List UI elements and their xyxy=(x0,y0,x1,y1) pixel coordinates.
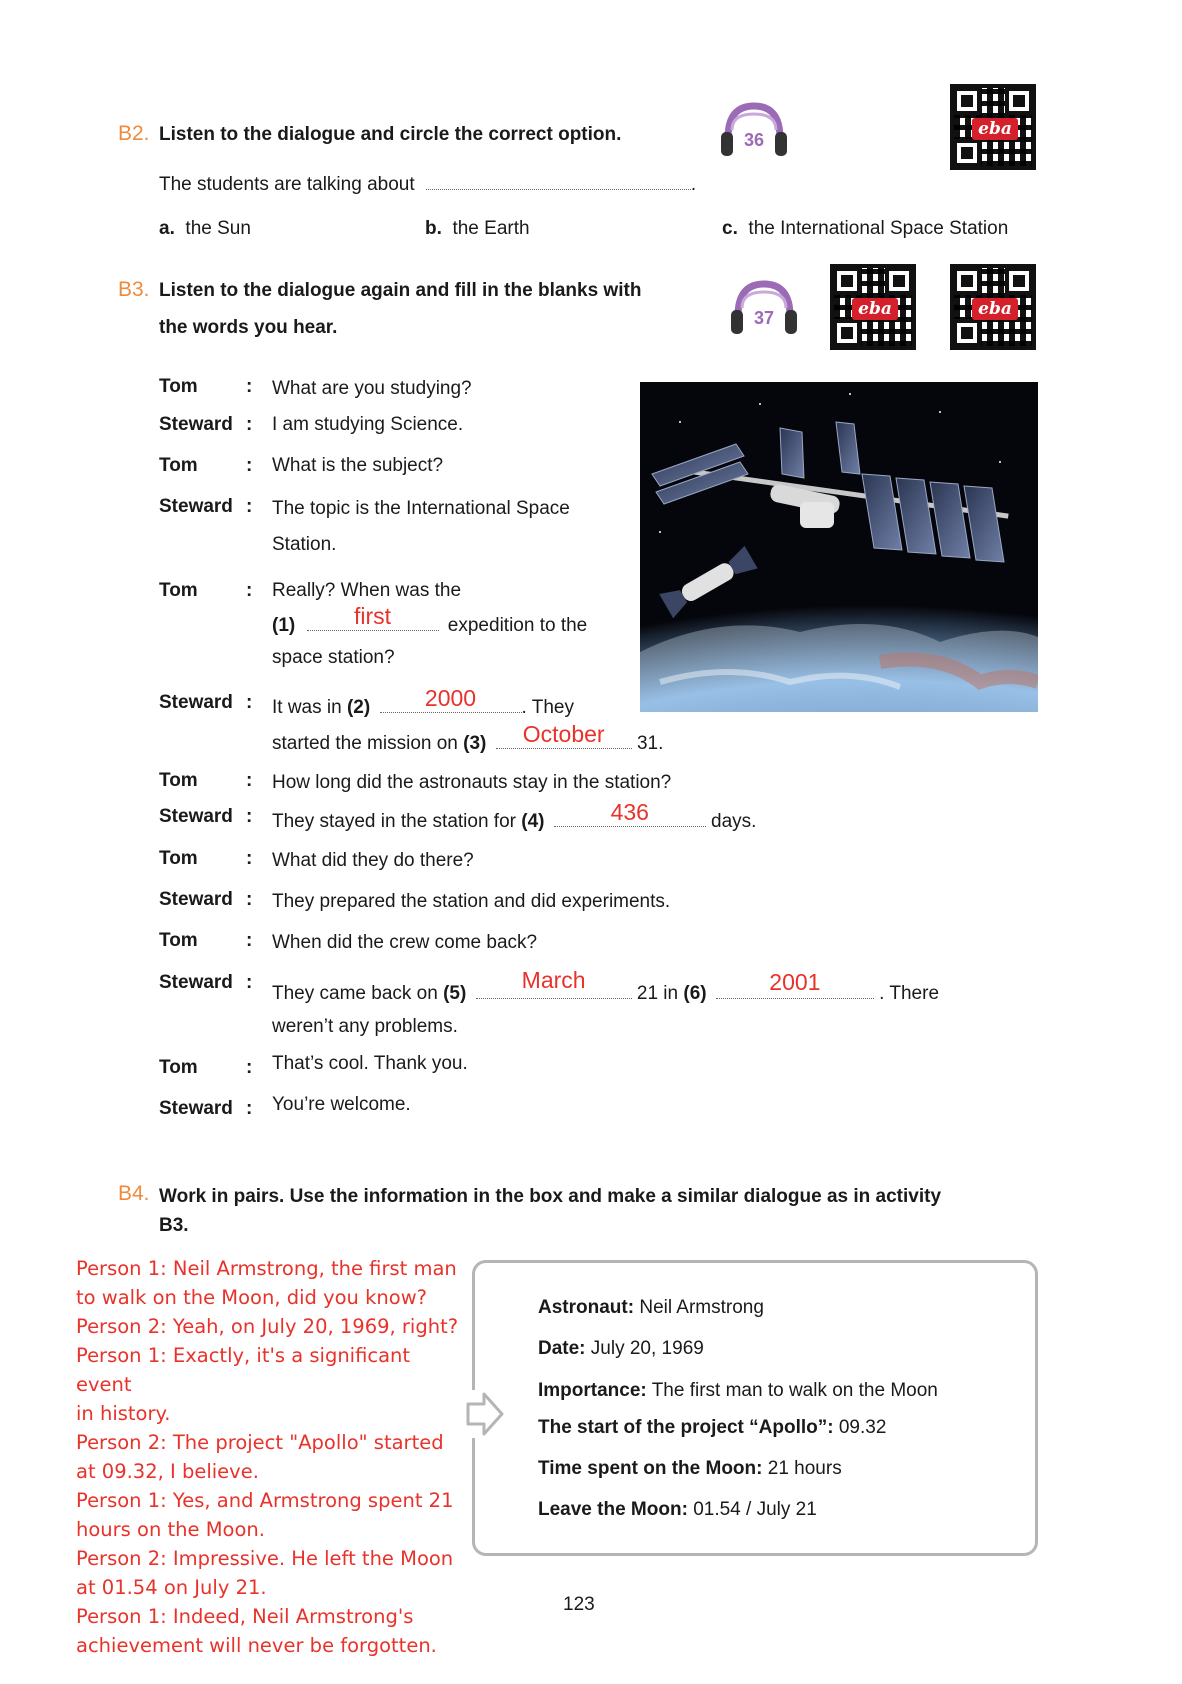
eba-logo: eba xyxy=(852,298,898,320)
dialogue-line: space station? xyxy=(272,647,395,668)
dialogue-line: You’re welcome. xyxy=(272,1094,411,1115)
box-row-leave: Leave the Moon: 01.54 / July 21 xyxy=(538,1499,817,1520)
answer-blank-1[interactable]: first xyxy=(307,612,439,631)
box-row-project-start: The start of the project “Apollo”: 09.32 xyxy=(538,1417,887,1438)
colon: : xyxy=(246,376,253,397)
written-line: Person 1: Neil Armstrong, the first man xyxy=(76,1257,457,1280)
colon: : xyxy=(246,770,253,791)
arrow-icon xyxy=(464,1390,506,1438)
speaker-label: Steward xyxy=(159,972,233,993)
dialogue-line: They stayed in the station for (4) 436 days. xyxy=(272,799,757,832)
written-line: Person 1: Exactly, it's a significant event xyxy=(76,1344,411,1396)
written-line: at 01.54 on July 21. xyxy=(76,1576,267,1599)
qr-code-icon[interactable] xyxy=(950,264,1036,350)
answer-blank-6[interactable]: 2001 xyxy=(716,980,874,999)
colon: : xyxy=(246,1057,253,1078)
speaker-label: Steward xyxy=(159,692,233,713)
colon: : xyxy=(246,848,253,869)
answer-blank[interactable] xyxy=(426,171,691,190)
written-line: to walk on the Moon, did you know? xyxy=(76,1286,427,1309)
written-line: Person 2: Yeah, on July 20, 1969, right? xyxy=(76,1315,459,1338)
written-line: achievement will never be forgotten. xyxy=(76,1634,437,1657)
speaker-label: Tom xyxy=(159,376,198,397)
b2-number: B2. xyxy=(118,122,150,145)
written-line: in history. xyxy=(76,1402,171,1425)
headphones-icon[interactable] xyxy=(728,278,800,338)
written-line: at 09.32, I believe. xyxy=(76,1460,259,1483)
track-number: 37 xyxy=(753,308,775,328)
option-a[interactable]: a. the Sun xyxy=(159,218,251,239)
colon: : xyxy=(246,414,253,435)
written-line: Person 2: The project "Apollo" started xyxy=(76,1431,444,1454)
speaker-label: Tom xyxy=(159,848,198,869)
option-c[interactable]: c. the International Space Station xyxy=(722,218,1009,239)
dialogue-line: (1) first expedition to the xyxy=(272,603,588,636)
speaker-label: Tom xyxy=(159,930,198,951)
dialogue-line: I am studying Science. xyxy=(272,414,464,435)
dialogue-line: What is the subject? xyxy=(272,455,444,476)
written-line: Person 1: Indeed, Neil Armstrong's xyxy=(76,1605,414,1628)
speaker-label: Tom xyxy=(159,770,198,791)
dialogue-line: How long did the astronauts stay in the station? xyxy=(272,772,672,793)
b3-instruction: Listen to the dialogue again and fill in the blanks with xyxy=(159,280,642,301)
page-number: 123 xyxy=(563,1594,595,1615)
colon: : xyxy=(246,580,253,601)
written-line: Person 2: Impressive. He left the Moon xyxy=(76,1547,454,1570)
dialogue-line: Really? When was the xyxy=(272,580,462,601)
answer-blank-5[interactable]: March xyxy=(476,980,632,999)
dialogue-line: That’s cool. Thank you. xyxy=(272,1053,468,1074)
b3-instruction-line2: the words you hear. xyxy=(159,317,338,338)
dialogue-line: weren’t any problems. xyxy=(272,1016,458,1037)
speaker-label: Steward xyxy=(159,1098,233,1119)
speaker-label: Tom xyxy=(159,455,198,476)
speaker-label: Steward xyxy=(159,806,233,827)
track-number: 36 xyxy=(743,130,765,150)
written-dialogue xyxy=(76,1254,470,1660)
eba-logo: eba xyxy=(972,298,1018,320)
speaker-label: Tom xyxy=(159,580,198,601)
box-row-astronaut: Astronaut: Neil Armstrong xyxy=(538,1297,764,1318)
written-line: Person 1: Yes, and Armstrong spent 21 xyxy=(76,1489,454,1512)
dialogue-line: Station. xyxy=(272,534,337,555)
dialogue-line: The topic is the International Space xyxy=(272,498,570,519)
b4-number: B4. xyxy=(118,1182,150,1205)
written-line: hours on the Moon. xyxy=(76,1518,265,1541)
b3-number: B3. xyxy=(118,278,150,301)
headphones-icon[interactable] xyxy=(718,100,790,160)
box-row-date: Date: July 20, 1969 xyxy=(538,1338,704,1359)
box-row-importance: Importance: The first man to walk on the Moon xyxy=(538,1380,938,1401)
b2-question: The students are talking about . xyxy=(159,171,696,196)
b4-instruction: Work in pairs. Use the information in the box and make a similar dialogue as in activity xyxy=(159,1186,942,1207)
dialogue-line: When did the crew come back? xyxy=(272,932,538,953)
dialogue-line: They prepared the station and did experiments. xyxy=(272,891,671,912)
qr-code-icon[interactable] xyxy=(830,264,916,350)
box-row-time-spent: Time spent on the Moon: 21 hours xyxy=(538,1458,842,1479)
colon: : xyxy=(246,930,253,951)
speaker-label: Tom xyxy=(159,1057,198,1078)
colon: : xyxy=(246,889,253,910)
dialogue-line: What are you studying? xyxy=(272,378,472,399)
answer-blank-3[interactable]: October xyxy=(496,730,632,749)
colon: : xyxy=(246,455,253,476)
colon: : xyxy=(246,972,253,993)
speaker-label: Steward xyxy=(159,414,233,435)
colon: : xyxy=(246,806,253,827)
speaker-label: Steward xyxy=(159,496,233,517)
option-b[interactable]: b. the Earth xyxy=(425,218,530,239)
eba-logo: eba xyxy=(972,118,1018,140)
b2-instruction: Listen to the dialogue and circle the correct option. xyxy=(159,124,622,145)
dialogue-line: They came back on (5) March 21 in (6) 2001 . There xyxy=(272,967,940,1004)
answer-blank-2[interactable]: 2000 xyxy=(380,694,522,713)
qr-code-icon[interactable] xyxy=(950,84,1036,170)
b4-instruction-line2: B3. xyxy=(159,1215,189,1236)
dialogue-line: It was in (2) 2000 . They xyxy=(272,685,574,718)
space-station-image xyxy=(640,382,1038,712)
dialogue-line: What did they do there? xyxy=(272,850,474,871)
answer-blank-4[interactable]: 436 xyxy=(554,808,706,827)
colon: : xyxy=(246,1098,253,1119)
colon: : xyxy=(246,692,253,713)
speaker-label: Steward xyxy=(159,889,233,910)
dialogue-line: started the mission on (3) October 31. xyxy=(272,721,664,754)
colon: : xyxy=(246,496,253,517)
